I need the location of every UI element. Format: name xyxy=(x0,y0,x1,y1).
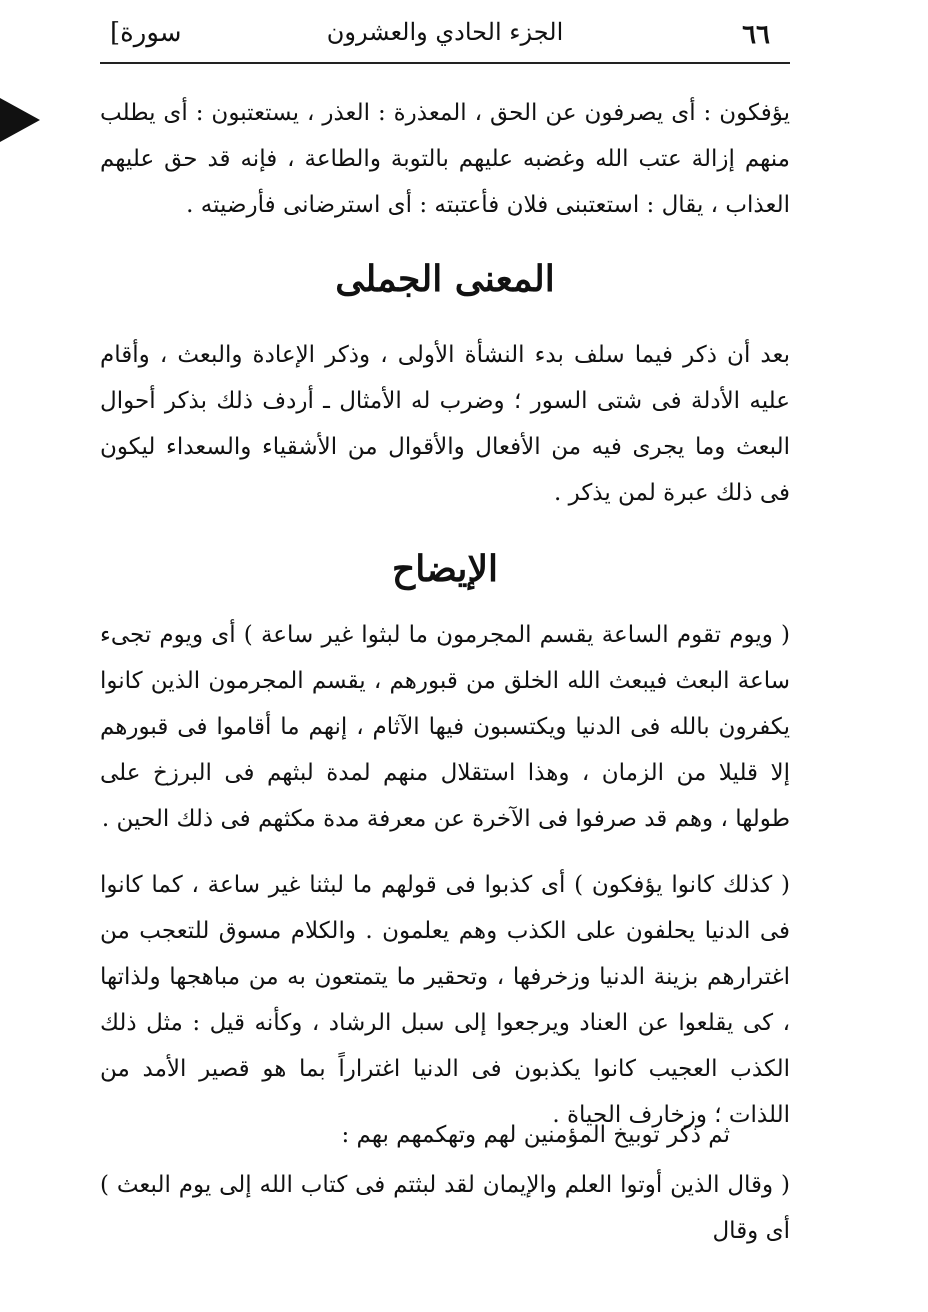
surah-label: [سورة xyxy=(110,18,182,48)
header-rule xyxy=(100,62,790,64)
explanation-paragraph-1: ( ويوم تقوم الساعة يقسم المجرمون ما لبثوا غير ساعة ) أى ويوم تجىء ساعة البعث فيبعث الله الخلق من قبورهم ، يقسم المجرمون الذين كانوا يكفرون بالله فى الدنيا ويكتسبون فيها الآثام ، إنهم ما أقاموا فى قبورهم إلا قليلا من الزمان ، وهذا استقلال منهم لمدة لبثهم فى البرزخ على طولها ، وهم قد صرفوا فى الآخرة عن معرفة مدة مكثهم فى ذلك الحين . xyxy=(100,622,790,832)
page-number: ٦٦ xyxy=(742,20,770,50)
page-header xyxy=(100,14,790,54)
explanation-paragraph-2: ( كذلك كانوا يؤفكون ) أى كذبوا فى قولهم ما لبثنا غير ساعة ، كما كانوا فى الدنيا يحلفون على الكذب وهم يعلمون . والكلام مسوق للتعجب من اغترارهم بزينة الدنيا وزخرفها ، وتحقير ما يتمتعون به من مباهجها ولذاتها ، كى يقلعوا عن العناد ويرجعوا إلى سبل الرشاد ، وكأنه قيل : مثل ذلك الكذب العجيب كانوا يكذبون فى الدنيا اغتراراً بما هو قصير الأمد من اللذات ؛ وزخارف الحياة . xyxy=(100,872,790,1128)
vocabulary-paragraph: يؤفكون : أى يصرفون عن الحق ، المعذرة : العذر ، يستعتبون : أى يطلب منهم إزالة عتب الله وغضبه عليهم بالتوبة والطاعة ، فإنه قد حق عليهم العذاب ، يقال : استعتبنى فلان فأعتبته : أى استرضانى فأرضيته . xyxy=(100,100,790,218)
general-meaning-heading: المعنى الجملى xyxy=(335,258,555,300)
explanation-paragraph-3: ثم ذكر توبيخ المؤمنين لهم وتهكمهم بهم : xyxy=(341,1122,730,1148)
part-title: الجزء الحادي والعشرون xyxy=(326,18,564,46)
scan-margin-mark xyxy=(0,98,40,142)
explanation-paragraph-4: ( وقال الذين أوتوا العلم والإيمان لقد لبثتم فى كتاب الله إلى يوم البعث ) أى وقال xyxy=(100,1172,790,1244)
explanation-heading: الإيضاح xyxy=(392,548,498,590)
general-meaning-paragraph: بعد أن ذكر فيما سلف بدء النشأة الأولى ، وذكر الإعادة والبعث ، وأقام عليه الأدلة فى شتى السور ؛ وضرب له الأمثال ـ أردف ذلك بذكر أحوال البعث وما يجرى فيه من الأفعال والأقوال من الأشقياء والسعداء ليكون فى ذلك عبرة لمن يذكر . xyxy=(100,342,790,506)
